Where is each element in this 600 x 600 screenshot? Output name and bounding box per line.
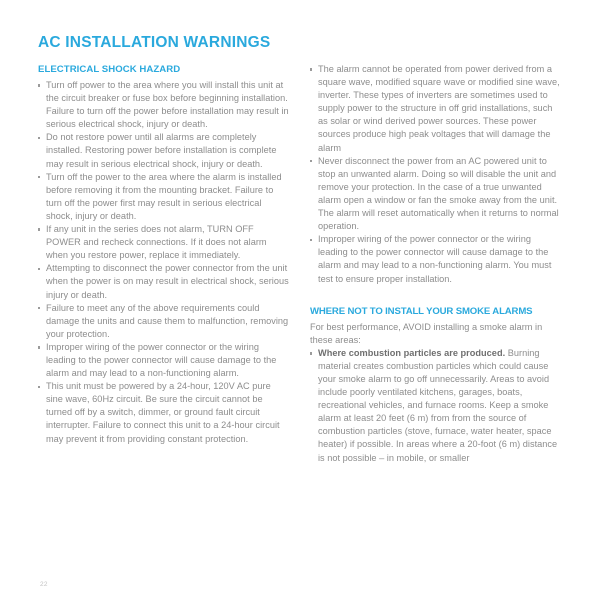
list-item: Improper wiring of the power connector or the wiring leading to the power connector will cause damage to the alarm and may lead to a non-functioning alarm. <box>38 341 290 380</box>
two-column-body <box>38 63 562 465</box>
list-item-body: Burning material creates combustion particles which could cause your smoke alarm to go off unnecessarily. Areas to avoid include poorly ventilated kitchens, garages, boats, recreational vehicles, and furnace rooms. Keep a smoke alarm at least 20 feet (6 m) from from the source of combustion particles (stove, furnace, water heater, space heater) if possible. In areas where a 20-foot (6 m) distance is not possible – in mobile, or smaller <box>318 347 558 463</box>
list-item: Turn off power to the area where you will install this unit at the circuit breaker or fuse box before beginning installation. Failure to turn off the power before installation may result in serious electrical shock, injury or death. <box>38 79 290 131</box>
list-item: This unit must be powered by a 24-hour, 120V AC pure sine wave, 60Hz circuit. Be sure the circuit cannot be turned off by a switch, dimmer, or ground fault circuit interrupter. Failure to connect this unit to a 24-hour circuit may prevent it from providing constant protection. <box>38 380 290 445</box>
list-item: Failure to meet any of the above requirements could damage the units and cause them to malfunction, removing your protection. <box>38 302 290 341</box>
page-number: 22 <box>40 581 48 588</box>
list-item-lead: Where combustion particles are produced. <box>318 347 506 358</box>
ac-power-warnings-list <box>310 63 562 286</box>
where-not-to-install-list <box>310 347 562 465</box>
where-not-to-install-heading: WHERE NOT TO INSTALL YOUR SMOKE ALARMS <box>310 305 533 317</box>
list-item: Do not restore power until all alarms are completely installed. Restoring power before installation is complete may result in serious electrical shock, injury or death. <box>38 131 290 170</box>
where-not-to-install-lead: For best performance, AVOID installing a smoke alarm in these areas: <box>310 321 543 345</box>
list-item: Improper wiring of the power connector or the wiring leading to the power connector will cause damage to the alarm and may lead to a non-functioning alarm. You must test to ensure proper installation. <box>310 233 562 285</box>
list-item: If any unit in the series does not alarm, TURN OFF POWER and recheck connections. If it does not alarm when you restore power, replace it immediately. <box>38 223 290 262</box>
list-item: The alarm cannot be operated from power derived from a square wave, modified square wave or modified sine wave, inverter. These types of inverters are sometimes used to supply power to the structure in off grid installations, such as solar or wind derived power sources. These power sources produce high peak voltages that will damage the alarm <box>310 63 562 155</box>
electrical-shock-hazard-list <box>38 79 290 446</box>
list-item: Turn off the power to the area where the alarm is installed before removing it from the mounting bracket. Failure to turn off the power first may result in serious electrical shock, injury or death. <box>38 171 290 223</box>
list-item: Attempting to disconnect the power connector from the unit when the power is on may result in electrical shock, serious injury or death. <box>38 262 290 301</box>
right-column <box>310 63 562 465</box>
section-spacer <box>310 286 562 305</box>
electrical-shock-hazard-heading: ELECTRICAL SHOCK HAZARD <box>38 64 181 75</box>
left-column <box>38 63 290 446</box>
page-title: AC INSTALLATION WARNINGS <box>38 34 271 51</box>
list-item <box>310 347 562 465</box>
list-item: Never disconnect the power from an AC powered unit to stop an unwanted alarm. Doing so will disable the unit and remove your protection. In the case of a true unwanted alarm open a window or fan the smoke away from the unit. The alarm will reset automatically when it returns to normal operation. <box>310 155 562 234</box>
